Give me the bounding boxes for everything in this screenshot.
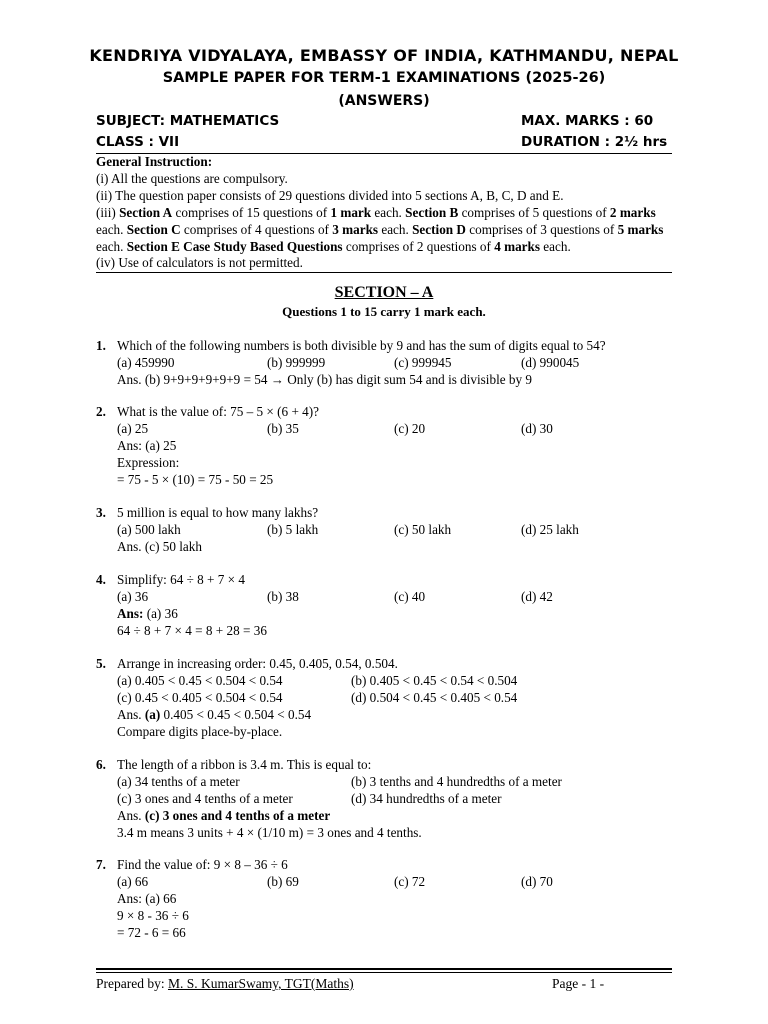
- question-1: [96, 338, 676, 389]
- question-number: 3.: [96, 505, 106, 520]
- option-a: (a) 459990: [117, 355, 175, 370]
- option-d: (d) 25 lakh: [521, 522, 579, 537]
- question-number: 6.: [96, 757, 106, 772]
- footer-rule-thin: [96, 972, 672, 973]
- question-number: 2.: [96, 404, 106, 419]
- option-a: (a) 25: [117, 421, 149, 436]
- option-c: (c) 0.45 < 0.405 < 0.504 < 0.54: [117, 690, 283, 705]
- question-4: [96, 572, 676, 640]
- footer-rule-thick: [96, 968, 672, 970]
- option-b: (b) 38: [267, 589, 299, 604]
- option-d: (d) 30: [521, 421, 553, 436]
- working-line: Compare digits place-by-place.: [117, 724, 283, 739]
- working-line: = 72 - 6 = 66: [117, 925, 186, 940]
- option-a: (a) 0.405 < 0.45 < 0.504 < 0.54: [117, 673, 283, 688]
- option-a: (a) 36: [117, 589, 149, 604]
- answer-text: Ans. (b) 9+9+9+9+9+9 = 54 → Only (b) has digit sum 54 and is divisible by 9: [117, 372, 532, 387]
- prepared-by: Prepared by: M. S. KumarSwamy, TGT(Maths): [96, 976, 354, 991]
- answer-text: Ans: (a) 36: [117, 606, 178, 621]
- option-c: (c) 50 lakh: [394, 522, 452, 537]
- option-d: (d) 34 hundredths of a meter: [351, 791, 502, 806]
- question-6: [96, 757, 676, 842]
- question-7: [96, 857, 676, 942]
- question-text: The length of a ribbon is 3.4 m. This is equal to:: [117, 757, 372, 772]
- option-a: (a) 34 tenths of a meter: [117, 774, 240, 789]
- question-text: Which of the following numbers is both divisible by 9 and has the sum of digits equal to 54?: [117, 338, 606, 353]
- question-2: [96, 404, 676, 489]
- option-b: (b) 999999: [267, 355, 326, 370]
- working-line: Expression:: [117, 455, 180, 470]
- option-c: (c) 999945: [394, 355, 452, 370]
- option-d: (d) 70: [521, 874, 553, 889]
- working-line: = 75 - 5 × (10) = 75 - 50 = 25: [117, 472, 274, 487]
- school-title: KENDRIYA VIDYALAYA, EMBASSY OF INDIA, KATHMANDU, NEPAL: [89, 46, 679, 65]
- option-b: (b) 5 lakh: [267, 522, 319, 537]
- working-line: 64 ÷ 8 + 7 × 4 = 8 + 28 = 36: [117, 623, 267, 638]
- answer-text: Ans. (c) 50 lakh: [117, 539, 202, 554]
- section-subtitle: Questions 1 to 15 carry 1 mark each.: [282, 304, 486, 319]
- instruction-iii: (iii) Section A comprises of 15 questions of 1 mark each. Section B comprises of 5 questions of 2 marks each. Section C comprises of 4 questions of 3 marks each. Section D comprises of 3 questions of 5 marks each. Section E Case Study Based Questions comprises of 2 questions of 4 marks each.: [96, 204, 664, 254]
- question-number: 1.: [96, 338, 106, 353]
- option-a: (a) 500 lakh: [117, 522, 181, 537]
- question-text: Find the value of: 9 × 8 – 36 ÷ 6: [117, 857, 288, 872]
- instruction-ii: (ii) The question paper consists of 29 questions divided into 5 sections A, B, C, D and E.: [96, 187, 564, 203]
- instructions-title: General Instruction:: [96, 154, 213, 169]
- option-b: (b) 69: [267, 874, 299, 889]
- general-instructions: [96, 154, 676, 272]
- question-text: 5 million is equal to how many lakhs?: [117, 505, 319, 520]
- option-c: (c) 3 ones and 4 tenths of a meter: [117, 791, 293, 806]
- question-number: 5.: [96, 656, 106, 671]
- option-d: (d) 0.504 < 0.45 < 0.405 < 0.54: [351, 690, 518, 705]
- question-text: What is the value of: 75 – 5 × (6 + 4)?: [117, 404, 320, 419]
- instruction-iv: (iv) Use of calculators is not permitted.: [96, 255, 303, 271]
- max-marks-label: MAX. MARKS : 60: [521, 113, 654, 129]
- question-text: Arrange in increasing order: 0.45, 0.405, 0.54, 0.504.: [117, 656, 398, 671]
- class-label: CLASS : VII: [96, 134, 180, 150]
- option-c: (c) 20: [394, 421, 426, 436]
- author-name: M. S. KumarSwamy, TGT(Maths): [167, 976, 354, 991]
- option-a: (a) 66: [117, 874, 149, 889]
- option-c: (c) 40: [394, 589, 426, 604]
- option-d: (d) 990045: [521, 355, 580, 370]
- working-line: 3.4 m means 3 units + 4 × (1/10 m) = 3 ones and 4 tenths.: [117, 825, 422, 840]
- question-5: [96, 656, 676, 741]
- working-line: 9 × 8 - 36 ÷ 6: [117, 908, 189, 923]
- question-number: 4.: [96, 572, 106, 587]
- subject-label: SUBJECT: MATHEMATICS: [96, 113, 280, 129]
- paper-title: SAMPLE PAPER FOR TERM-1 EXAMINATIONS (2025-26): [162, 70, 606, 86]
- question-3: [96, 505, 676, 556]
- answers-label: (ANSWERS): [338, 93, 430, 109]
- answer-text: Ans. (a) 0.405 < 0.45 < 0.504 < 0.54: [117, 707, 312, 722]
- section-title: SECTION – A: [334, 284, 434, 301]
- answer-text: Ans: (a) 66: [117, 891, 177, 906]
- question-text: Simplify: 64 ÷ 8 + 7 × 4: [117, 572, 245, 587]
- duration-label: DURATION : 2½ hrs: [521, 134, 668, 150]
- question-number: 7.: [96, 857, 106, 872]
- answer-text: Ans. (c) 3 ones and 4 tenths of a meter: [117, 808, 331, 823]
- option-d: (d) 42: [521, 589, 553, 604]
- instructions-divider: [96, 272, 672, 273]
- option-b: (b) 3 tenths and 4 hundredths of a meter: [351, 774, 562, 789]
- option-b: (b) 35: [267, 421, 299, 436]
- answer-text: Ans: (a) 25: [117, 438, 177, 453]
- page-number: Page - 1 -: [552, 976, 605, 991]
- option-c: (c) 72: [394, 874, 426, 889]
- instruction-i: (i) All the questions are compulsory.: [96, 170, 288, 186]
- option-b: (b) 0.405 < 0.45 < 0.54 < 0.504: [351, 673, 518, 688]
